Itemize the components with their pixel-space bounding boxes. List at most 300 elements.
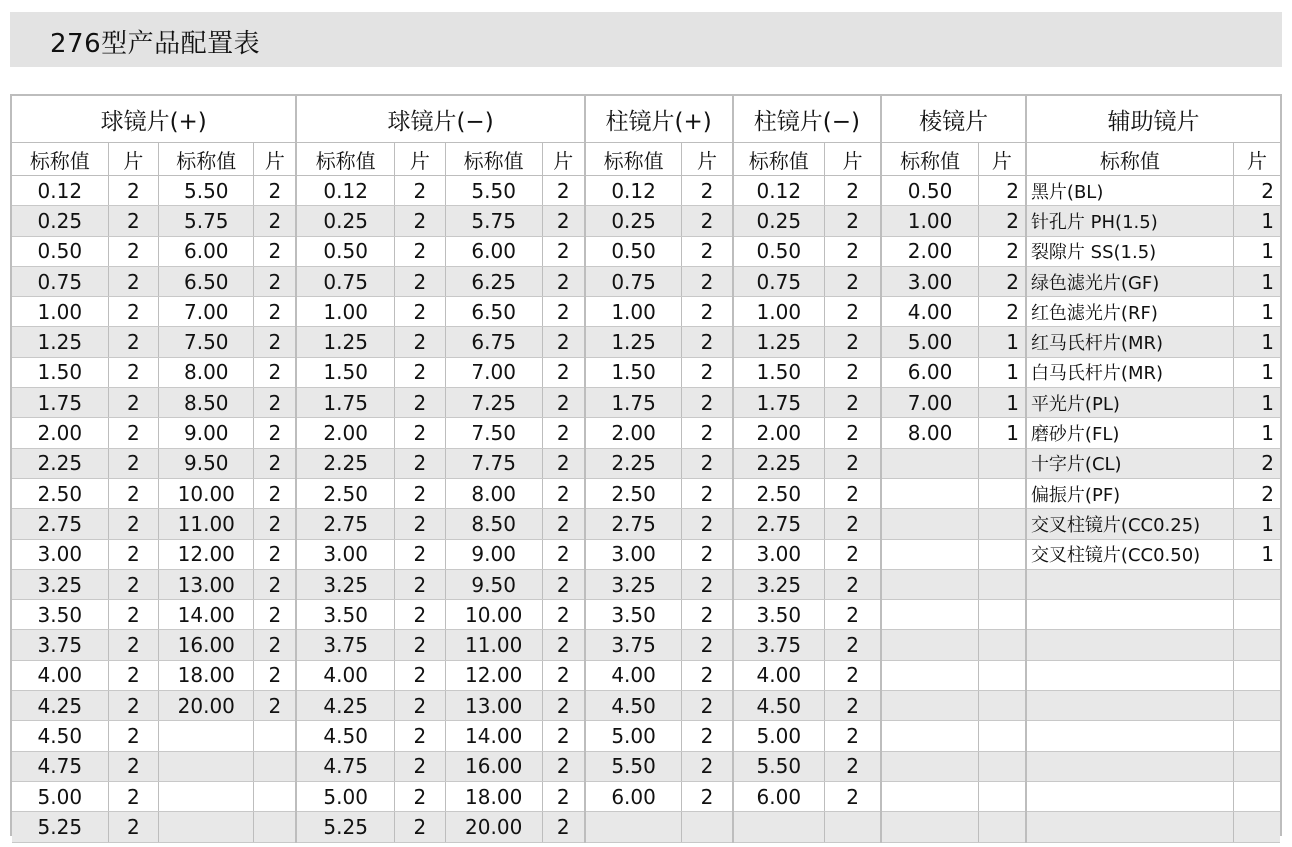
table-cell-count: 1 [1233,509,1280,539]
table-cell-value: 3.00 [12,539,108,569]
table-cell-value: 1.25 [12,327,108,357]
table-cell-count: 2 [542,600,585,630]
col-header-count: 片 [978,143,1026,176]
table-cell-count: 1 [978,357,1026,387]
table-cell-count: 2 [108,509,159,539]
table-cell-value: 1.00 [881,206,978,236]
table-cell-count: 2 [825,266,882,296]
table-cell-count: 2 [254,539,297,569]
table-row [12,327,1280,357]
table-cell-value: 4.00 [881,297,978,327]
table-cell-value: 7.75 [445,448,542,478]
table-cell-count: 2 [825,721,882,751]
table-cell-count [978,781,1026,811]
table-cell-value: 2.00 [296,418,394,448]
table-cell-value: 6.25 [445,266,542,296]
table-cell-count: 2 [682,418,733,448]
col-header-value: 标称值 [585,143,682,176]
table-cell-count [978,448,1026,478]
table-cell-value: 5.50 [159,176,254,206]
table-cell-count [978,812,1026,842]
col-header-value: 标称值 [1026,143,1233,176]
table-cell-value: 3.75 [585,630,682,660]
table-cell-count: 2 [254,297,297,327]
table-cell-value: 6.00 [585,781,682,811]
table-cell-count: 2 [825,388,882,418]
table-cell-count: 2 [395,630,446,660]
table-cell-count: 1 [978,388,1026,418]
table-cell-count: 1 [1233,206,1280,236]
table-cell-value [881,660,978,690]
table-cell-count: 2 [395,388,446,418]
table-row [12,781,1280,811]
table-cell-value: 0.75 [585,266,682,296]
table-cell-count: 2 [108,297,159,327]
table-cell-value: 绿色滤光片(GF) [1026,266,1233,296]
table-cell-count [978,630,1026,660]
table-cell-value [881,509,978,539]
table-row [12,691,1280,721]
table-cell-value: 3.50 [296,600,394,630]
table-cell-value [1026,781,1233,811]
table-cell-value: 4.25 [12,691,108,721]
table-cell-value: 0.25 [296,206,394,236]
table-cell-count [978,478,1026,508]
table-cell-count: 2 [108,660,159,690]
table-cell-count: 2 [395,539,446,569]
table-cell-count [1233,630,1280,660]
table-row [12,630,1280,660]
table-cell-count: 2 [825,236,882,266]
table-cell-count: 1 [1233,297,1280,327]
table-cell-value: 9.00 [159,418,254,448]
table-cell-value: 6.00 [881,357,978,387]
table-cell-count: 2 [682,569,733,599]
table-cell-count: 2 [682,691,733,721]
table-cell-value: 2.25 [12,448,108,478]
table-cell-count: 2 [542,721,585,751]
table-cell-count: 2 [542,812,585,842]
table-cell-count: 2 [395,691,446,721]
table-cell-count: 2 [542,781,585,811]
table-cell-count [978,539,1026,569]
table-row [12,478,1280,508]
table-cell-value: 8.50 [159,388,254,418]
table-cell-count: 2 [542,509,585,539]
table-row [12,206,1280,236]
table-cell-value: 8.00 [881,418,978,448]
table-cell-value: 5.00 [733,721,825,751]
col-header-count: 片 [825,143,882,176]
table-cell-value [159,721,254,751]
table-cell-value [881,751,978,781]
table-cell-count: 2 [254,418,297,448]
table-cell-value [881,448,978,478]
table-cell-value: 2.75 [585,509,682,539]
table-cell-value: 1.00 [733,297,825,327]
table-cell-count: 2 [825,327,882,357]
table-cell-value: 11.00 [445,630,542,660]
table-cell-count [254,812,297,842]
table-cell-value: 6.00 [445,236,542,266]
table-cell-count: 2 [395,751,446,781]
table-cell-count: 2 [682,630,733,660]
table-cell-value: 0.12 [733,176,825,206]
table-cell-count: 2 [395,781,446,811]
table-cell-count: 2 [254,630,297,660]
table-cell-count: 2 [542,236,585,266]
table-cell-count: 2 [254,600,297,630]
table-cell-count: 2 [395,297,446,327]
table-cell-value: 0.75 [733,266,825,296]
table-cell-value: 1.00 [12,297,108,327]
table-cell-count: 2 [542,266,585,296]
table-cell-count: 2 [682,388,733,418]
table-cell-value: 6.50 [159,266,254,296]
table-row [12,660,1280,690]
table-cell-count: 2 [825,418,882,448]
table-cell-value: 8.50 [445,509,542,539]
table-cell-value: 0.25 [733,206,825,236]
table-cell-count: 2 [395,569,446,599]
table-cell-value: 1.75 [585,388,682,418]
table-cell-count: 1 [1233,327,1280,357]
table-cell-value [1026,660,1233,690]
table-cell-value: 3.75 [296,630,394,660]
table-cell-count: 2 [254,266,297,296]
table-cell-value: 4.00 [585,660,682,690]
table-cell-value: 交叉柱镜片(CC0.25) [1026,509,1233,539]
table-cell-value [1026,630,1233,660]
table-cell-value: 5.75 [159,206,254,236]
table-cell-count: 2 [395,206,446,236]
table-cell-value: 4.00 [12,660,108,690]
table-cell-value: 3.25 [585,569,682,599]
table-cell-value [1026,751,1233,781]
table-cell-value: 5.00 [296,781,394,811]
group-header-row [12,96,1280,143]
table-cell-value: 12.00 [445,660,542,690]
column-header-row [12,143,1280,176]
table-cell-value: 3.50 [733,600,825,630]
table-cell-count: 2 [395,357,446,387]
table-cell-value: 1.25 [585,327,682,357]
table-cell-count: 2 [108,751,159,781]
table-cell-value: 红马氏杆片(MR) [1026,327,1233,357]
table-cell-value: 5.50 [445,176,542,206]
table-cell-count: 2 [1233,448,1280,478]
table-cell-value: 4.25 [296,691,394,721]
table-cell-count: 2 [108,448,159,478]
table-cell-count: 2 [108,781,159,811]
table-cell-value: 5.50 [585,751,682,781]
table-cell-count [978,600,1026,630]
col-header-count: 片 [1233,143,1280,176]
table-cell-value: 5.75 [445,206,542,236]
table-cell-count: 2 [108,327,159,357]
table-cell-value: 平光片(PL) [1026,388,1233,418]
table-cell-value: 2.00 [733,418,825,448]
table-cell-value: 2.50 [12,478,108,508]
table-cell-value: 2.00 [585,418,682,448]
table-row [12,812,1280,842]
table-cell-value: 2.50 [585,478,682,508]
table-row [12,176,1280,206]
group-header-sphere-plus: 球镜片(+) [12,96,296,143]
table-cell-value: 1.50 [12,357,108,387]
table-cell-count [1233,660,1280,690]
table-cell-value: 3.00 [733,539,825,569]
table-cell-value: 6.00 [733,781,825,811]
table-cell-value: 2.50 [296,478,394,508]
col-header-value: 标称值 [445,143,542,176]
table-cell-count [1233,781,1280,811]
table-cell-count: 2 [682,206,733,236]
table-row [12,297,1280,327]
table-cell-count: 2 [254,509,297,539]
table-cell-count: 2 [108,539,159,569]
table-cell-value: 0.75 [296,266,394,296]
table-cell-count: 2 [395,266,446,296]
table-cell-value: 0.12 [12,176,108,206]
table-cell-count: 1 [1233,236,1280,266]
table-cell-value: 9.00 [445,539,542,569]
table-cell-value: 3.50 [585,600,682,630]
table-cell-value: 8.00 [445,478,542,508]
col-header-value: 标称值 [296,143,394,176]
table-cell-count: 2 [542,388,585,418]
table-cell-value: 1.75 [296,388,394,418]
table-cell-value: 1.50 [585,357,682,387]
table-cell-count: 1 [1233,418,1280,448]
table-cell-count: 2 [682,448,733,478]
table-cell-count: 2 [108,630,159,660]
table-cell-value: 磨砂片(FL) [1026,418,1233,448]
table-cell-value: 9.50 [159,448,254,478]
table-body [12,176,1280,843]
table-cell-count: 2 [254,660,297,690]
table-cell-value: 3.25 [12,569,108,599]
table-cell-count: 2 [682,721,733,751]
table-cell-count: 2 [108,266,159,296]
col-header-count: 片 [542,143,585,176]
table-cell-count: 2 [825,600,882,630]
table-cell-count: 2 [825,357,882,387]
table-cell-value: 14.00 [159,600,254,630]
table-cell-value: 十字片(CL) [1026,448,1233,478]
table-cell-value [881,721,978,751]
table-cell-value: 9.50 [445,569,542,599]
table-cell-count: 2 [542,327,585,357]
table-cell-count: 2 [542,297,585,327]
table-cell-value: 交叉柱镜片(CC0.50) [1026,539,1233,569]
table-cell-count [254,721,297,751]
table-cell-count: 2 [682,781,733,811]
table-row [12,388,1280,418]
table-cell-value [585,812,682,842]
table-cell-value: 20.00 [159,691,254,721]
table-cell-value: 0.50 [881,176,978,206]
table-cell-value: 10.00 [445,600,542,630]
group-header-cylinder-plus: 柱镜片(+) [585,96,733,143]
table-cell-count: 1 [1233,539,1280,569]
table-cell-count: 2 [542,418,585,448]
table-cell-value: 3.00 [585,539,682,569]
table-cell-value [881,691,978,721]
table-cell-value: 0.50 [733,236,825,266]
table-cell-count: 2 [542,569,585,599]
table-cell-count [1233,600,1280,630]
table-cell-value: 20.00 [445,812,542,842]
table-cell-value: 6.75 [445,327,542,357]
table-cell-value: 6.50 [445,297,542,327]
table-cell-value: 1.75 [12,388,108,418]
table-cell-count: 2 [825,660,882,690]
table-cell-count: 2 [254,327,297,357]
table-cell-value: 7.25 [445,388,542,418]
table-cell-count: 2 [542,539,585,569]
table-cell-value [159,812,254,842]
table-cell-count: 2 [682,600,733,630]
table-cell-count: 2 [395,327,446,357]
table-cell-count [254,781,297,811]
table-cell-count: 2 [825,448,882,478]
table-cell-value: 10.00 [159,478,254,508]
table-cell-count: 2 [682,509,733,539]
table-cell-value [881,478,978,508]
table-cell-value: 4.50 [585,691,682,721]
table-cell-count: 2 [825,751,882,781]
table-cell-value: 黑片(BL) [1026,176,1233,206]
table-row [12,509,1280,539]
table-cell-count [1233,812,1280,842]
table-cell-value: 2.25 [585,448,682,478]
table-cell-count: 2 [978,206,1026,236]
table-cell-count: 2 [682,176,733,206]
table-cell-value: 18.00 [445,781,542,811]
table-cell-value: 4.75 [296,751,394,781]
table-cell-count: 2 [825,539,882,569]
table-cell-count: 2 [825,176,882,206]
table-cell-count: 2 [395,418,446,448]
table-cell-value: 13.00 [445,691,542,721]
table-row [12,721,1280,751]
table-cell-count: 2 [254,478,297,508]
table-cell-count: 2 [978,236,1026,266]
table-cell-value [881,781,978,811]
table-cell-count: 2 [254,357,297,387]
table-cell-value: 2.00 [881,236,978,266]
table-cell-count: 2 [825,630,882,660]
table-cell-value: 4.00 [733,660,825,690]
table-cell-count: 2 [108,600,159,630]
table-cell-count: 2 [108,812,159,842]
table-cell-count: 2 [682,236,733,266]
col-header-count: 片 [254,143,297,176]
table-cell-value [881,569,978,599]
table-cell-value: 裂隙片 SS(1.5) [1026,236,1233,266]
table-cell-count: 1 [1233,357,1280,387]
table-cell-value: 16.00 [445,751,542,781]
table-cell-count: 2 [1233,176,1280,206]
table-cell-count: 2 [825,478,882,508]
table-cell-count: 2 [254,388,297,418]
table-cell-count [825,812,882,842]
table-cell-count: 2 [825,297,882,327]
table-cell-value: 1.00 [585,297,682,327]
table-cell-value: 4.75 [12,751,108,781]
table-row [12,448,1280,478]
table-cell-value: 5.25 [296,812,394,842]
table-cell-count: 2 [978,176,1026,206]
table-cell-value: 2.25 [296,448,394,478]
table-cell-count: 2 [254,236,297,266]
table-cell-value: 白马氏杆片(MR) [1026,357,1233,387]
table-cell-count [978,751,1026,781]
table-cell-value [1026,569,1233,599]
config-table-frame [10,94,1282,839]
col-header-count: 片 [682,143,733,176]
table-cell-count: 2 [682,751,733,781]
table-cell-value [881,630,978,660]
table-row [12,357,1280,387]
table-cell-value: 8.00 [159,357,254,387]
table-cell-count: 2 [395,448,446,478]
table-cell-value: 2.75 [733,509,825,539]
col-header-count: 片 [108,143,159,176]
table-cell-value [733,812,825,842]
table-cell-count: 2 [395,176,446,206]
table-cell-count: 2 [254,691,297,721]
table-cell-value: 5.50 [733,751,825,781]
page-title: 276型产品配置表 [50,29,261,59]
table-cell-value: 1.50 [733,357,825,387]
table-cell-count: 2 [108,569,159,599]
table-cell-count: 1 [1233,388,1280,418]
table-cell-value: 红色滤光片(RF) [1026,297,1233,327]
table-cell-value: 7.00 [159,297,254,327]
table-cell-count: 2 [108,721,159,751]
table-cell-count: 2 [542,751,585,781]
table-cell-count: 1 [978,418,1026,448]
group-header-sphere-minus: 球镜片(−) [296,96,584,143]
table-cell-value [159,781,254,811]
col-header-value: 标称值 [881,143,978,176]
table-cell-value: 3.25 [296,569,394,599]
table-cell-count: 2 [542,176,585,206]
table-cell-count: 2 [395,660,446,690]
table-cell-value: 2.00 [12,418,108,448]
table-cell-value: 2.25 [733,448,825,478]
table-row [12,569,1280,599]
table-cell-count: 2 [978,266,1026,296]
table-cell-count: 2 [825,206,882,236]
table-cell-count: 2 [254,176,297,206]
table-cell-value: 3.75 [12,630,108,660]
table-row [12,539,1280,569]
table-cell-value: 5.25 [12,812,108,842]
table-row [12,418,1280,448]
table-cell-value [1026,812,1233,842]
table-cell-count: 2 [1233,478,1280,508]
table-cell-count: 2 [682,297,733,327]
table-cell-count [1233,721,1280,751]
table-cell-value: 4.50 [12,721,108,751]
table-cell-count: 2 [825,781,882,811]
table-cell-value: 6.00 [159,236,254,266]
table-cell-value: 3.50 [12,600,108,630]
table-cell-count: 2 [825,509,882,539]
